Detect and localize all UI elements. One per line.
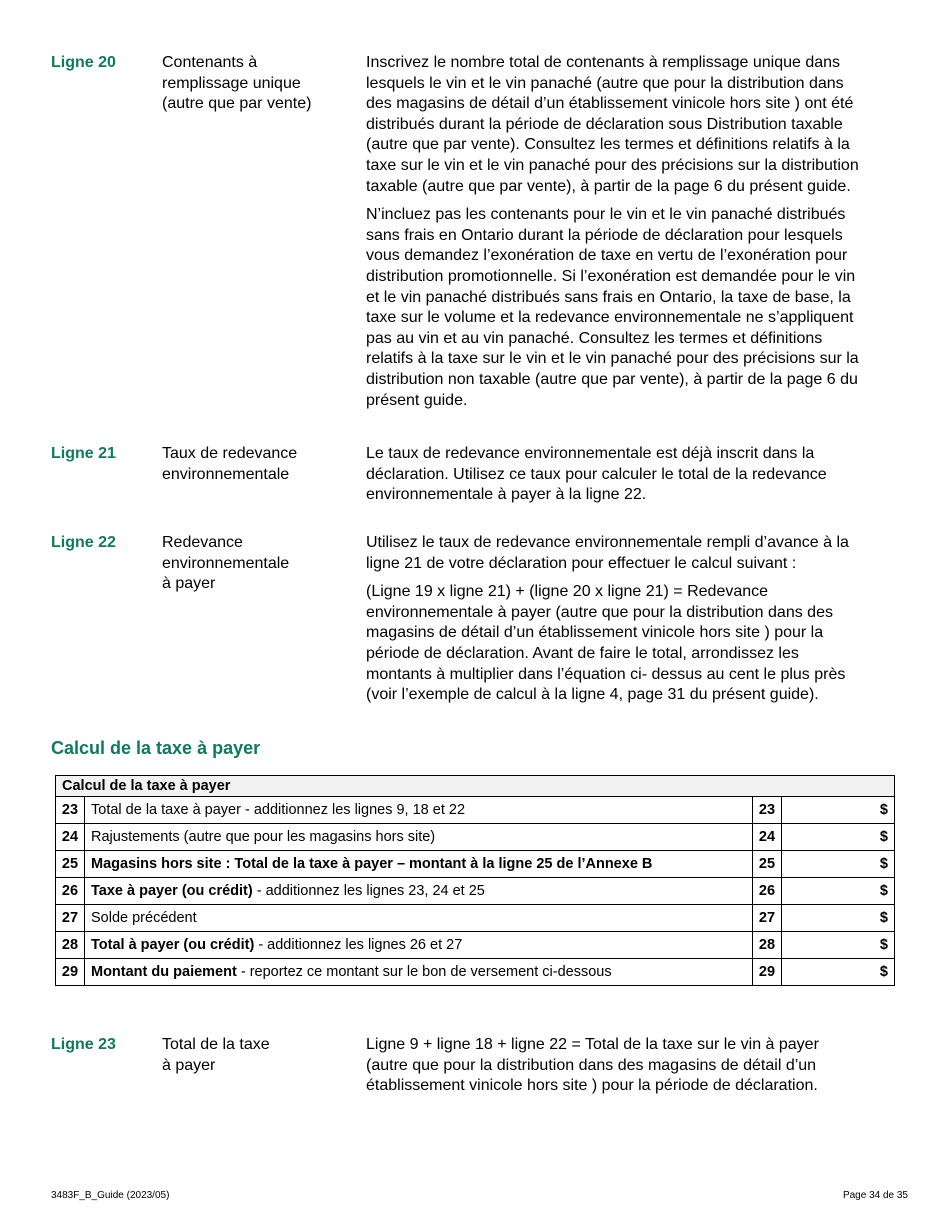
row-box-number: 26: [753, 878, 782, 905]
amount-field-25[interactable]: $: [782, 851, 895, 878]
line-23-title: Total de la taxe à payer: [162, 1036, 270, 1074]
row-label: Solde précédent: [85, 905, 753, 932]
row-number: 28: [56, 932, 85, 959]
row-number: 24: [56, 824, 85, 851]
table-row-28: [56, 932, 895, 959]
row-label: Rajustements (autre que pour les magasins hors site): [85, 824, 753, 851]
line-22-paragraph-1: Utilisez le taux de redevance environnementale rempli d’avance à la ligne 21 de votre déclaration pour effectuer le calcul suivant :: [366, 534, 849, 572]
row-number: 26: [56, 878, 85, 905]
amount-field-27[interactable]: $: [782, 905, 895, 932]
row-box-number: 27: [753, 905, 782, 932]
table-row-29: [56, 959, 895, 986]
table-row-24: [56, 824, 895, 851]
tax-calculation-table: [55, 775, 895, 986]
amount-field-24[interactable]: $: [782, 824, 895, 851]
table-caption-row: [56, 776, 895, 797]
table-row-27: [56, 905, 895, 932]
table-row-23: [56, 797, 895, 824]
table-row-26: [56, 878, 895, 905]
line-20-description: [366, 53, 902, 411]
row-label: Total de la taxe à payer - additionnez les lignes 9, 18 et 22: [85, 797, 753, 824]
row-label: Magasins hors site : Total de la taxe à payer – montant à la ligne 25 de l’Annexe B: [85, 851, 753, 878]
table-caption: Calcul de la taxe à payer: [56, 776, 895, 797]
amount-field-23[interactable]: $: [782, 797, 895, 824]
row-number: 27: [56, 905, 85, 932]
section-heading: Calcul de la taxe à payer: [51, 738, 261, 758]
row-box-number: 23: [753, 797, 782, 824]
line-20-label: Ligne 20: [51, 54, 116, 71]
row-box-number: 25: [753, 851, 782, 878]
line-20-title: Contenants à remplissage unique (autre que par vente): [162, 54, 312, 113]
line-22-paragraph-2: (Ligne 19 x ligne 21) + (ligne 20 x ligne 21) = Redevance environnementale à payer (autre que pour la distribution dans des magasins de détail d’un établissement vinicole hors site ) pour la période de déclaration. Avant de faire le total, arrondissez les montants à multiplier dans l’équation ci- dessus au cent le plus près (voir l’exemple de calcul à la ligne 4, page 31 du présent guide).: [366, 583, 846, 704]
line-23-paragraph-1: Ligne 9 + ligne 18 + ligne 22 = Total de la taxe sur le vin à payer (autre que pour la distribution dans des magasins de détail d’un établissement vinicole hors site ) pour la période de déclaration.: [366, 1036, 819, 1095]
table-row-25: [56, 851, 895, 878]
line-22-label: Ligne 22: [51, 534, 116, 551]
line-20-paragraph-2: N’incluez pas les contenants pour le vin et le vin panaché distribués sans frais en Ontario durant la période de déclaration pour lesquels vous demandez l’exonération de taxe en vertu de l’exonération pour distribution promotionnelle. Si l’exonération est demandée pour le vin et le vin panaché distribués sans frais en Ontario, la taxe de base, la taxe sur le volume et la redevance environnementale ne s’appliquent pas au vin et au vin panaché. Consultez les termes et définitions relatifs à la taxe sur le vin et le vin panaché pour des précisions sur la distribution non taxable (autre que par vente), à partir de la page 6 du présent guide.: [366, 206, 859, 409]
line-21-paragraph-1: Le taux de redevance environnementale est déjà inscrit dans la déclaration. Utilisez ce taux pour calculer le total de la redevance environnementale à payer à la ligne 22.: [366, 445, 827, 504]
line-23-description: [366, 1035, 902, 1097]
line-22-title: Redevance environnementale à payer: [162, 534, 290, 593]
amount-field-29[interactable]: $: [782, 959, 895, 986]
row-box-number: 28: [753, 932, 782, 959]
row-number: 23: [56, 797, 85, 824]
line-23-label: Ligne 23: [51, 1036, 116, 1053]
amount-field-28[interactable]: $: [782, 932, 895, 959]
row-number: 29: [56, 959, 85, 986]
line-21-label: Ligne 21: [51, 445, 116, 462]
line-22-description: [366, 533, 902, 706]
line-21-description: [366, 444, 902, 506]
form-id: 3483F_B_Guide (2023/05): [51, 1190, 170, 1201]
row-box-number: 24: [753, 824, 782, 851]
line-20-paragraph-1: Inscrivez le nombre total de contenants à remplissage unique dans lesquels le vin et le vin panaché (autre que pour la distribution dans des magasins de détail d’un établissement vinicole hors site ) ont été distribués durant la période de déclaration sous Distribution taxable (autre que par vente). Consultez les termes et définitions relatifs à la taxe sur le vin et le vin panaché pour des précisions sur la distribution taxable (autre que par vente), à partir de la page 6 du présent guide.: [366, 54, 859, 195]
row-label: Montant du paiement - reportez ce montant sur le bon de versement ci-dessous: [85, 959, 753, 986]
row-label: Taxe à payer (ou crédit) - additionnez les lignes 23, 24 et 25: [85, 878, 753, 905]
row-label: Total à payer (ou crédit) - additionnez les lignes 26 et 27: [85, 932, 753, 959]
amount-field-26[interactable]: $: [782, 878, 895, 905]
page-number: Page 34 de 35: [842, 1190, 908, 1201]
line-21-title: Taux de redevance environnementale: [162, 445, 298, 483]
row-box-number: 29: [753, 959, 782, 986]
row-number: 25: [56, 851, 85, 878]
